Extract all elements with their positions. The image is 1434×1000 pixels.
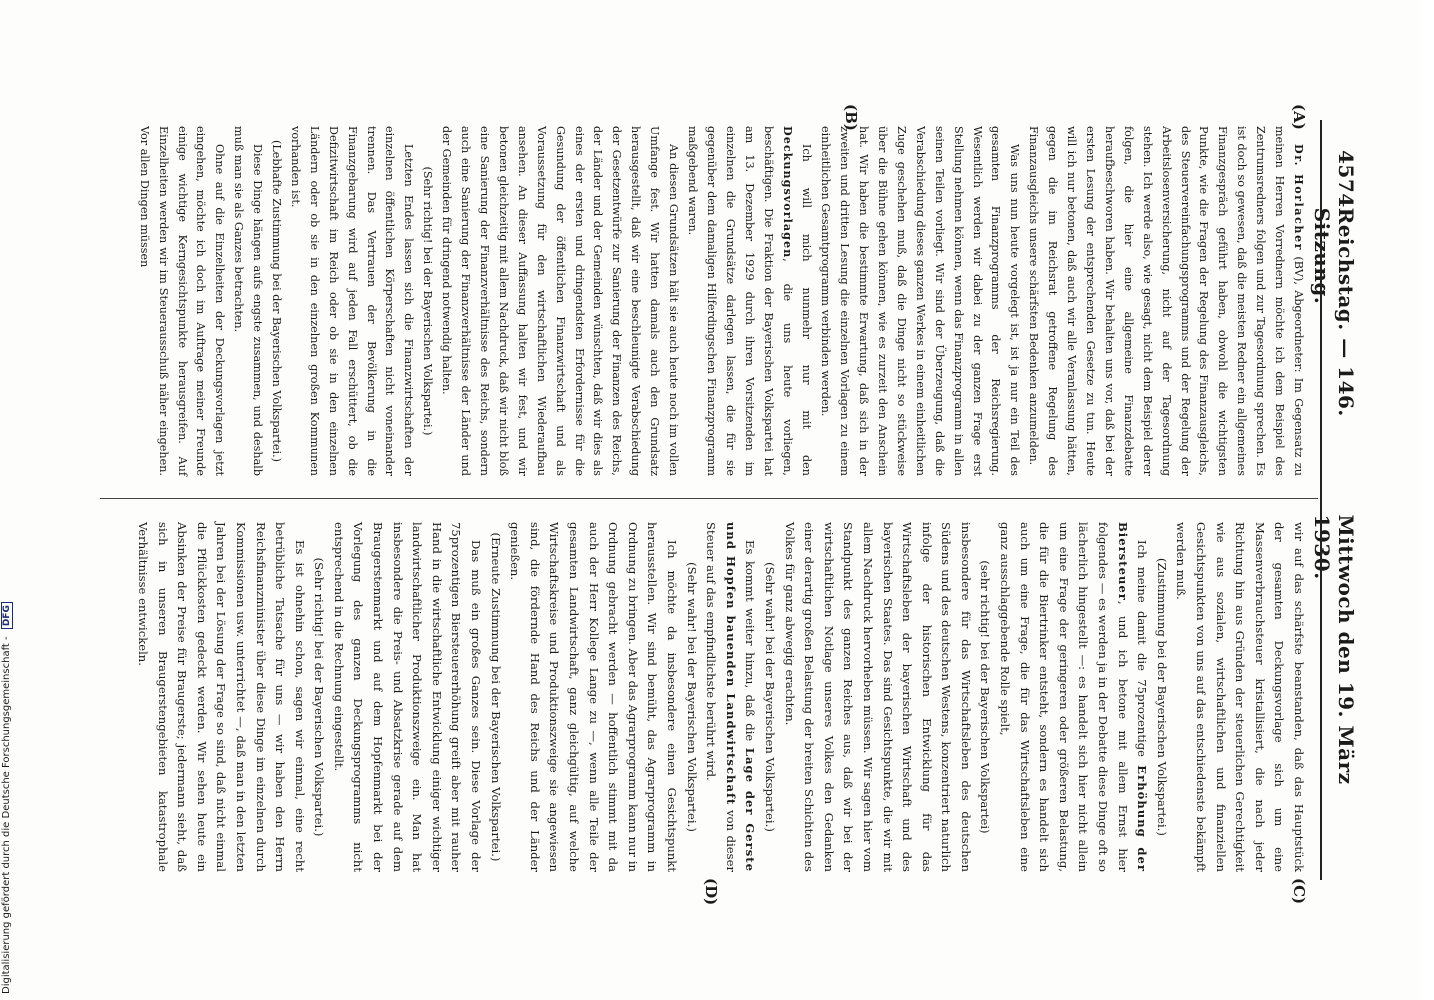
digitization-note (0, 4, 22, 994)
page-number: 4574 (1334, 150, 1358, 208)
paragraph-text: (BV), Abgeordneter: Im Gegensatz zu meinen Herren Vorrednern möchte ich dem Beispiel des Zentrumsredners folgen und zur Tagesordnung sprechen. Es ist doch so gewesen, daß die meisten Redner ein allgemeines Finanzgespräch geführt haben, obwohl die wichtigsten Punkte, wie die Fragen der Regelung des Finanzausgleichs, des Steuervereinfachungsprogramms und der Regelung der Arbeitslosenversicherung, nicht auf der Tagesordnung stehen. Ich werde also, wie gesagt, nicht dem Beispiel derer folgen, die hier eine allgemeine Finanzdebatte heraufbeschworen haben. Wir behalten uns vor, daß bei der ersten Lesung der entsprechenden Gesetze zu tun. Heute will ich nur betonen, daß auch wir alle Veranlassung hätten, gegen die im Reichsrat getroffene Regelung des Finanzausgleichs unsere schärfsten Bedenken anzumelden. (1027, 126, 1305, 476)
paragraph-text: Diese Dinge hängen aufs engste zusammen, und deshalb muß man sie als Ganzes betrachten. (232, 126, 265, 476)
paragraph (701, 522, 760, 872)
left-column (134, 126, 1308, 476)
emphasized-text: Deckungsvorlagen (780, 126, 795, 259)
paragraph (1023, 126, 1308, 476)
paragraph-text: Ich meine damit die 75prozentige (1135, 540, 1150, 766)
paragraph (815, 126, 1023, 476)
paragraph-text: wir auf das schärfste beanstanden, daß das Hauptstück der gesamten Deckungsvorlage sich um eine Massenverbrauchsteuer kristallisiert, die nach jeder Richtung hin aus Gründen der steuerlichen Gerechtigkeit wie aus sozialen, wirtschaftlichen und finanziellen Gesichtspunkten von uns auf das entschiedenste bekämpft werden muß. (1174, 522, 1306, 872)
paragraph-text: Letzten Endes lassen sich die Finanzwirtschaften der einzelnen öffentlichen Körperschaften nicht voneinander trennen. Das Vertrauen der Bevölkerung in die Finanzgebarung wird auf jeden Fall erschüttert, ob die Defizitwirtschaft im Reich oder ob sie in den einzelnen Ländern oder ob sie in den einzelnen großen Kommunen vorhanden ist. (288, 126, 416, 476)
interjection: (Sehr wahr! bei der Bayerischen Volkspartei.) (762, 562, 777, 832)
speaker-name: Dr. Horlacher (1292, 144, 1306, 252)
running-title: Reichstag. — 146. Sitzung. (1310, 207, 1358, 417)
margin-marker-a: (A) (1290, 104, 1308, 130)
emphasized-text: Erhöhung der Biersteuer (1115, 522, 1150, 872)
interjection: (Sehr richtig! bei der Bayerischen Volkspartei.) (421, 166, 435, 436)
margin-marker-b: (B) (842, 104, 860, 131)
paragraph-text: An diesen Grundsätzen hält sie auch heute noch im vollen Umfange fest. Wir hatten damals auch den Grundsatz herausgestellt, daß wir eine beschleunigte Verabschiedung der Gesetzentwürfe zur Sanierung der Finanzen des Reichs, der Länder und der Gemeinden wünschten, daß wir dies als eines der ersten und dringendsten Erfordernisse für die Gesundung der öffentlichen Finanzwirtschaft und als Voraussetzung für den wirtschaftlichen Wiederaufbau ansehen. An dieser Auffassung halten wir fest, und wir betonen gleichzeitig mit allem Nachdruck, daß wir nicht bloß eine Sanierung der Finanzverhältnisse des Reichs, sondern auch eine Sanierung der Finanzverhältnisse der Länder und der Gemeinden für dringend notwendig halten. (440, 126, 681, 476)
paragraph-text: Was uns nun heute vorgelegt ist, ist ja nur ein Teil des gesamten Finanzprogramms der Reichsregierung. Wesentlich werden wir dabei zu der ganzen Frage erst Stellung nehmen können, wenn das Finanzprogramm in allen seinen Teilen vorliegt. Wir sind der Überzeugung, daß die Verabschiedung dieses ganzen Werkes in einem einheitlichen Zuge geschehen muß, daß die Dinge nicht so stückweise über die Bühne gehen können, wie es zurzeit den Anschein hat. Wir haben die bestimmte Erwartung, daß sich in der zweiten und dritten Lesung die einzelnen Vorlagen zu einem einheitlichen Gesamtprogramm verbinden werden. (819, 126, 1022, 476)
margin-marker-d: (D) (702, 878, 720, 906)
paragraph-text: Es ist ohnehin schon, sagen wir einmal, eine recht betrübliche Tatsache für uns — wir haben den Herrn Reichsfinanzminister über diese Dinge im einzelnen durch Kommissionen usw. unterrichtet —, daß man in den letzten Jahren bei der Lösung der Frage so sind, daß nicht einmal die Pflückkosten gedeckt werden. Wir sehen heute ein Absinken der Preise für Braugerste; jedermann sieht, daß sich in unseren Braugerstengebieten katastrophale Verhältnisse entwickeln. (135, 522, 307, 872)
paragraph-text: Ich möchte da insbesondere einen Gesichtspunkt herausstellen. Wir sind bemüht, das Agrarprogramm in Ordnung zu bringen. Aber das Agrarprogramm kann nur in Ordnung gebracht werden — hoffentlich stimmt mit da auch der Herr Kollege Lange zu —, wenn alle Teile der gesamten Landwirtschaft, ganz gleichgültig, auf welche Wirtschaftskreise und Produktionszweige sie angewiesen sind, die fördernde Hand des Reichs und der Länder genießen. (508, 522, 679, 872)
margin-marker-c: (C) (1290, 878, 1308, 905)
paragraph-text-continued: , und ich betone mit allem Ernst hier folgendes — es werden ja in der Debatte diese Dinge oft so lächerlich hingestellt —: es handelt sich hier nicht allein um eine Frage der geringeren oder größeren Belastung, die für die Biertrinker entsteht, sondern es handelt sich auch um eine Frage, die für das Wirtschaftsleben eine ganz ausschlaggebende Rolle spielt, (998, 522, 1130, 872)
paragraph-text: Das muß ein großes Ganzes sein. Diese Vorlage der 75prozentigen Biersteuererhöhung greift aber mit rauher Hand in die wirtschaftliche Entwicklung einiger wichtiger landwirtschaftlicher Produktionszweige ein. Man hat insbesondere die Preis- und Absatzkrise gerade auf dem Braugerstenmarkt und auf dem Hopfenmarkt bei der Vorlegung des ganzen Deckungsprogramms nicht entsprechend in die Rechnung eingestellt. (331, 522, 484, 872)
paragraph-text: Ohne auf die Einzelheiten der Deckungsvorlagen jetzt eingehen, möchte ich doch im Auftrage meiner Freunde einige wichtige Kerngesichtspunkte herausgreifen. Auf Einzelheiten werden wir im Steuerausschuß näher eingehen. Vor allen Dingen müssen (137, 126, 227, 476)
paragraph-text: Es kommt weiter hinzu, daß die (743, 540, 758, 748)
paragraph-text: insbesondere für das Wirtschaftsleben des deutschen Südens und des deutschen Westens, konzentriert naturlich infolge der historischen Entwicklung für das Wirtschaftsleben der bayerischen Wirtschaft und des bayerischen Staates. Das sind Gesichtspunkte, die wir mit allem Nachdruck hervorheben müssen. Wir sagen hier vom Standpunkt des ganzen Reiches aus, daß wir bei der wirtschaftlichen Notlage unseres Volkes den Gedanken einer derartig großen Belastung der breiten Schichten des Volkes für ganz abwegig erachten. (782, 522, 973, 873)
column-divider (100, 498, 1318, 499)
header-rule (1320, 120, 1322, 880)
paragraph-text: Ich will mich nunmehr nur mit den (800, 144, 814, 476)
session-date: Mittwoch den 19. März 1930. (1310, 514, 1358, 785)
paragraph (682, 126, 815, 476)
interjection: (Sehr wahr! bei der Bayerischen Volkspartei.) (684, 562, 699, 832)
paragraph (328, 522, 485, 872)
emphasized-text: Lage der Gerste und Hopfen bauenden Landwirtschaft (723, 522, 758, 872)
paragraph (228, 126, 266, 476)
paragraph (995, 522, 1152, 872)
digitization-note-text: Digitalisierung gefördert durch die Deutsche Forschungsgemeinschaft - (1, 636, 12, 994)
paragraph (436, 126, 682, 476)
paragraph-text-continued: , die uns heute vorliegen, beschäftigen. Die Fraktion der Bayerischen Volkspartei hat am 13. Dezember 1929 durch ihren Vorsitzenden im einzelnen die Grundsätze darlegen lassen, die für sie gegenüber dem damaligen Hilferdingschen Finanzprogramm maßgebend waren. (686, 126, 794, 476)
interjection: (Erneute Zustimmung bei der Bayerischen Volkspartei.) (488, 532, 503, 862)
paragraph (779, 522, 975, 872)
paragraph (134, 126, 229, 476)
paragraph-text-continued: von dieser Steuer auf das empfindlichste berührt wird. (704, 522, 738, 872)
interjection: (Zustimmung bei der Bayerischen Volkspartei.) (1154, 558, 1169, 836)
paragraph (1171, 522, 1308, 872)
paragraph (132, 522, 308, 872)
interjection: (sehr richtig! bei der Bayerischen Volkspartei) (978, 560, 993, 834)
page-header (1310, 150, 1358, 850)
paragraph (285, 126, 417, 476)
dfg-logo-icon: DFG (1, 602, 13, 629)
paragraph (505, 522, 681, 872)
interjection: (Lebhafte Zustimmung bei der Bayerischen Volkspartei.) (270, 139, 284, 463)
interjection: (Sehr richtig! bei der Bayerischen Volkspartei.) (312, 557, 327, 837)
right-column (132, 522, 1308, 872)
